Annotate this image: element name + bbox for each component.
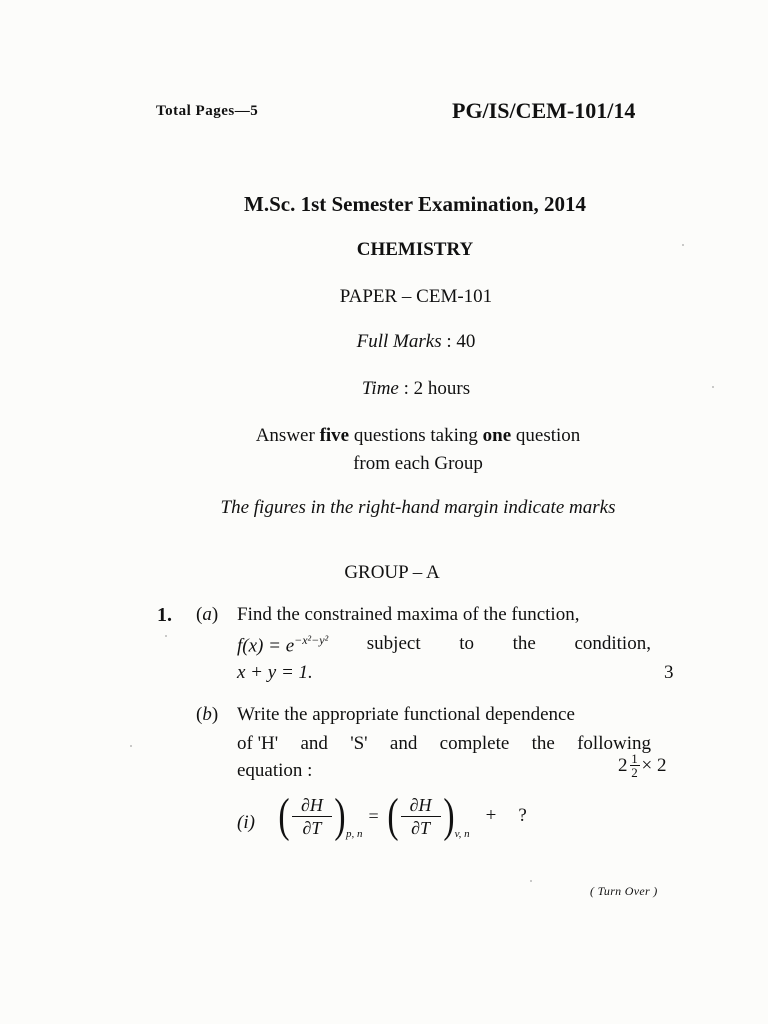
word: 'S' [350,733,368,754]
time-value: : 2 hours [403,378,471,399]
lhs-denominator: ∂T [302,817,322,838]
function-expression [237,633,328,657]
part-b-line-3: equation : [237,760,313,781]
exponent: −x²−y² [294,633,329,647]
right-paren: ) [334,789,346,842]
question-number: 1. [157,604,172,626]
paper-code: PG/IS/CEM-101/14 [452,98,636,123]
word: and [389,733,418,754]
rhs-denominator: ∂T [411,817,431,838]
part-a-line-1: Find the constrained maxima of the function, [237,604,580,625]
word: the [512,633,536,654]
word: subject [366,633,421,654]
fraction-denominator: 2 [631,765,638,780]
part-b-label: (b) [196,704,219,725]
full-marks-value: : 40 [446,331,476,352]
instruction-text: questions taking [349,425,483,446]
part-a-marks: 3 [664,662,674,683]
word: of 'H' [237,733,279,754]
word: and [300,733,328,754]
word: the [531,733,555,754]
marks-whole: 2 [618,754,628,776]
part-a-label: (a) [196,604,219,625]
lhs-numerator: ∂H [301,794,323,815]
right-paren: ) [443,789,455,842]
word: to [459,633,474,654]
instruction-text: question [511,425,581,446]
fraction-bar [292,816,332,817]
scan-speck [682,244,684,246]
instruction-text: Answer [255,425,320,446]
left-paren: ( [278,789,290,842]
lhs-subscript: p, n [345,828,363,840]
left-paren: ( [387,789,399,842]
word: complete [439,733,510,754]
word: following [577,733,651,754]
plus-sign: + [485,805,497,826]
rhs-numerator: ∂H [409,794,432,815]
word: condition, [574,633,651,654]
fx-text: f(x) = e [237,635,295,657]
part-b-marks [618,752,666,779]
turn-over-note: ( Turn Over ) [590,884,658,898]
lhs-partial-fraction [292,795,332,838]
rhs-partial-fraction [401,795,441,838]
subject-name: CHEMISTRY [356,239,474,260]
thermodynamic-equation [276,789,527,842]
instruction-emphasis-five: five [319,425,350,446]
sub-question-label: (i) [237,812,255,833]
part-a-condition: x + y = 1. [237,662,313,683]
unknown-term: ? [518,805,527,826]
instruction-line-1 [0,425,768,447]
time-label: Time [361,378,399,399]
marks-fraction [630,752,640,779]
rhs-subscript: v, n [454,828,470,840]
fraction-numerator: 1 [631,751,638,766]
full-marks-label: Full Marks [356,331,442,352]
group-heading: GROUP – A [344,562,440,583]
paper-name: PAPER – CEM-101 [339,286,493,307]
instruction-emphasis-one: one [482,425,512,446]
scan-speck [130,745,132,747]
exam-title: M.Sc. 1st Semester Examination, 2014 [244,192,586,216]
equals-sign: = [368,805,379,826]
part-b-line-1: Write the appropriate functional dependence [237,704,575,725]
total-pages: Total Pages—5 [156,103,259,119]
fraction-bar [401,816,441,817]
full-marks [0,331,768,353]
part-b-line-2 [237,733,651,755]
margin-marks-note: The figures in the right-hand margin indicate marks [220,497,616,518]
time-allowed [0,378,768,400]
scan-speck [165,635,167,637]
scan-speck [712,386,714,388]
marks-multiplier: × 2 [641,754,667,776]
scan-speck [530,880,532,882]
part-a-line-2 [237,633,651,657]
instruction-line-2: from each Group [353,453,483,474]
